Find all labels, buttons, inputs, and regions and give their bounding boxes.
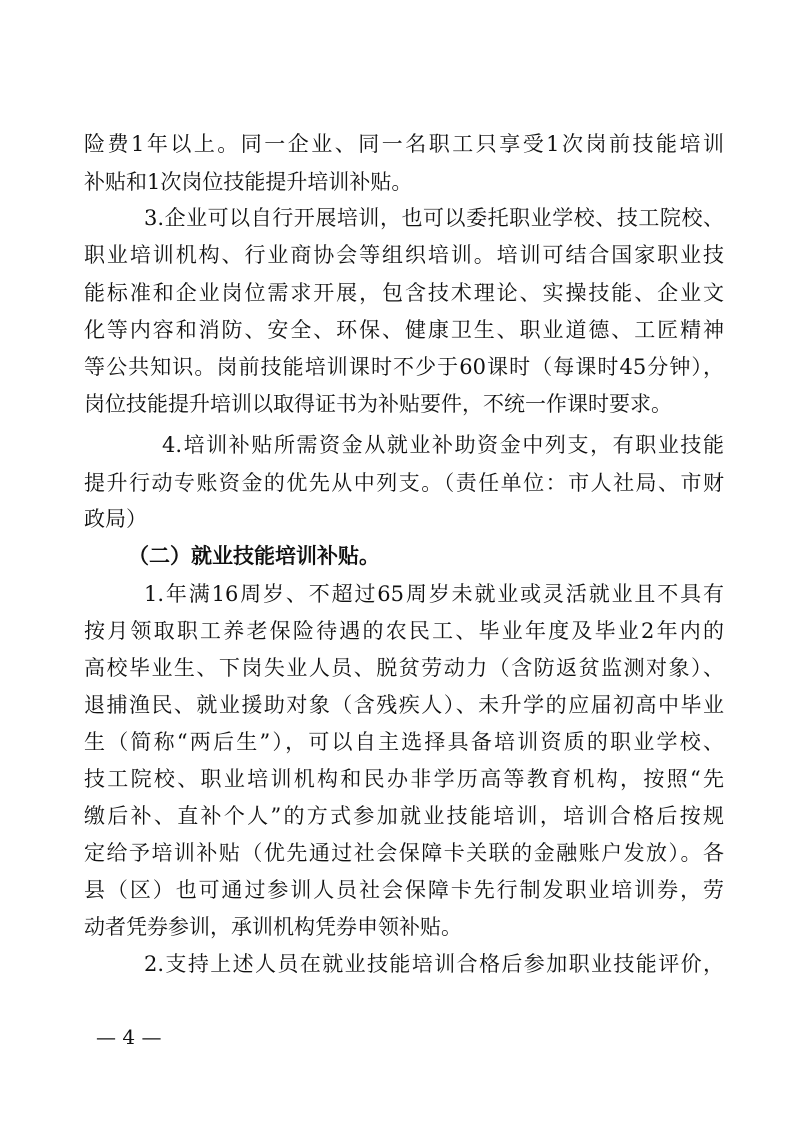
- paragraph-line: 2.支持上述人员在就业技能培训合格后参加职业技能评价，: [144, 952, 724, 976]
- paragraph-line: 缴后补、直补个人”的方式参加就业技能培训，培训合格后按规: [84, 804, 724, 828]
- paragraph-line: 岗位技能提升培训以取得证书为补贴要件，不统一作课时要求。: [84, 392, 672, 416]
- paragraph-line: 职业培训机构、行业商协会等组织培训。培训可结合国家职业技: [84, 243, 724, 267]
- paragraph-line: 县（区）也可通过参训人员社会保障卡先行制发职业培训券，劳: [84, 878, 724, 902]
- paragraph-line: 提升行动专账资金的优先从中列支。（责任单位：市人社局、市财: [84, 471, 724, 495]
- paragraph-line: 补贴和1次岗位技能提升培训补贴。: [84, 170, 413, 194]
- paragraph-line: 4.培训补贴所需资金从就业补助资金中列支，有职业技能: [162, 433, 724, 457]
- paragraph-line: 按月领取职工养老保险待遇的农民工、毕业年度及毕业2年内的: [84, 619, 724, 643]
- paragraph-line: 1.年满16周岁、不超过65周岁未就业或灵活就业且不具有: [144, 582, 724, 606]
- section-heading: （二）就业技能培训补贴。: [128, 543, 380, 568]
- paragraph-line: 化等内容和消防、安全、环保、健康卫生、职业道德、工匠精神: [84, 318, 724, 342]
- paragraph-line: 能标准和企业岗位需求开展，包含技术理论、实操技能、企业文: [84, 281, 724, 305]
- paragraph-line: 技工院校、职业培训机构和民办非学历高等教育机构，按照“先: [84, 767, 724, 791]
- paragraph-line: 3.企业可以自行开展培训，也可以委托职业学校、技工院校、: [144, 206, 724, 230]
- paragraph-line: 政局）: [84, 507, 147, 531]
- paragraph-line: 等公共知识。岗前技能培训课时不少于60课时（每课时45分钟），: [84, 355, 724, 379]
- paragraph-line: 生（简称“两后生”），可以自主选择具备培训资质的职业学校、: [84, 730, 724, 754]
- paragraph-line: 高校毕业生、下岗失业人员、脱贫劳动力（含防返贫监测对象）、: [84, 656, 724, 680]
- paragraph-line: 险费1年以上。同一企业、同一名职工只享受1次岗前技能培训: [84, 132, 724, 156]
- paragraph-line: 退捕渔民、就业援助对象（含残疾人）、未升学的应届初高中毕业: [84, 693, 724, 717]
- paragraph-line: 动者凭券参训，承训机构凭券申领补贴。: [84, 915, 462, 939]
- paragraph-line: 定给予培训补贴（优先通过社会保障卡关联的金融账户发放）。各: [84, 841, 724, 865]
- page-number: — 4 —: [96, 1025, 162, 1049]
